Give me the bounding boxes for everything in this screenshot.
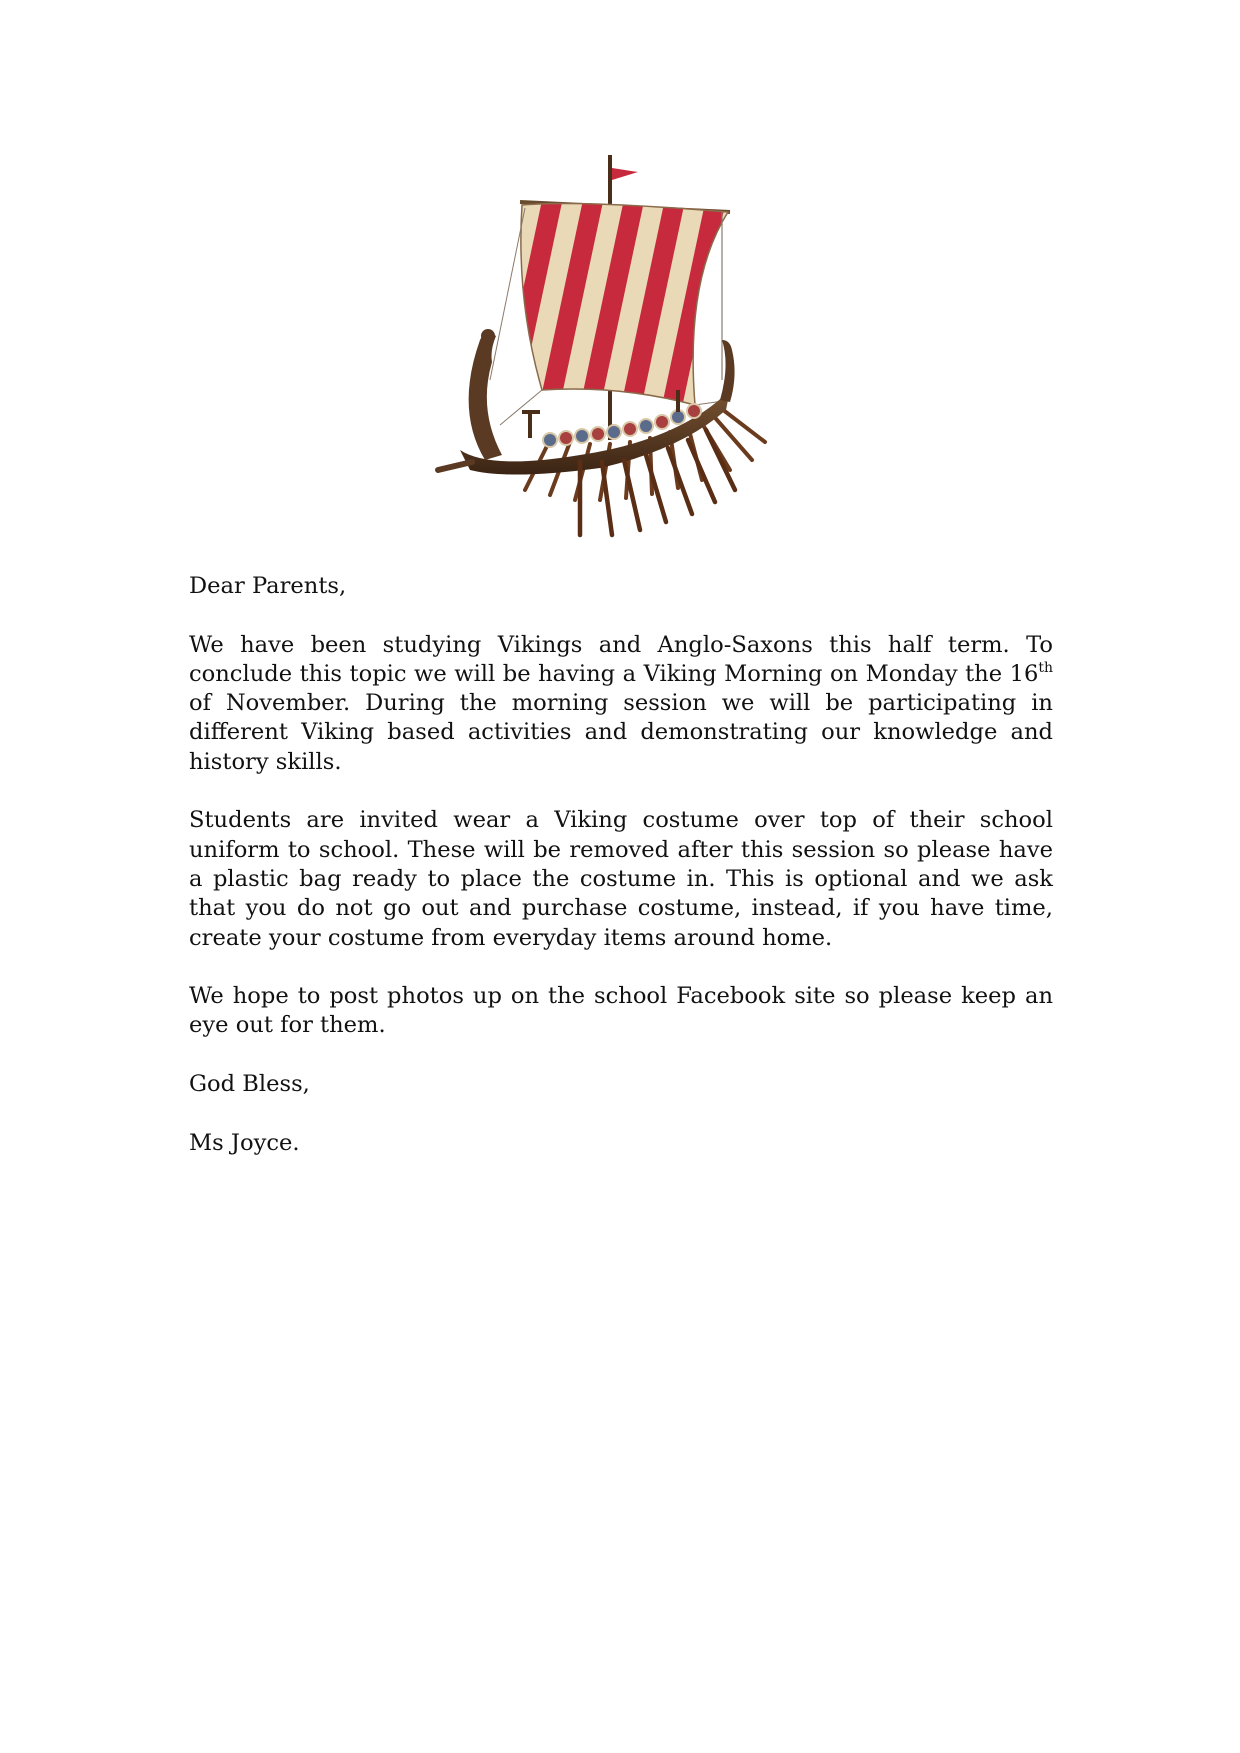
signature: Ms Joyce. bbox=[189, 1129, 300, 1156]
striped-sail bbox=[521, 204, 728, 405]
paragraph1-after-ordinal: of November. During the morning session we will be participating in different Viking based activities and demonstrating our knowledge and history skills. bbox=[189, 690, 1053, 775]
letter-body bbox=[189, 572, 1053, 1187]
paragraph-viking-morning bbox=[189, 631, 1053, 777]
paragraph-costume: Students are invited wear a Viking costume over top of their school uniform to school. These will be removed after this session so please have a plastic bag ready to place the costume in. This is optional and we ask that you do not go out and purchase costume, instead, if you have time, create your costume from everyday items around home. bbox=[189, 807, 1053, 951]
dragon-prow bbox=[469, 333, 502, 460]
viking-ship-illustration bbox=[430, 150, 810, 550]
ordinal-suffix: th bbox=[1038, 659, 1053, 676]
salutation: Dear Parents, bbox=[189, 573, 347, 599]
closing: God Bless, bbox=[189, 1071, 310, 1098]
paragraph-photos: We hope to post photos up on the school Facebook site so please keep an eye out for them. bbox=[189, 983, 1053, 1039]
pennant-flag bbox=[612, 168, 638, 180]
paragraph1-before-ordinal: We have been studying Vikings and Anglo-Saxons this half term. To conclude this topic we will be having a Viking Morning on Monday the 16 bbox=[189, 631, 1053, 687]
